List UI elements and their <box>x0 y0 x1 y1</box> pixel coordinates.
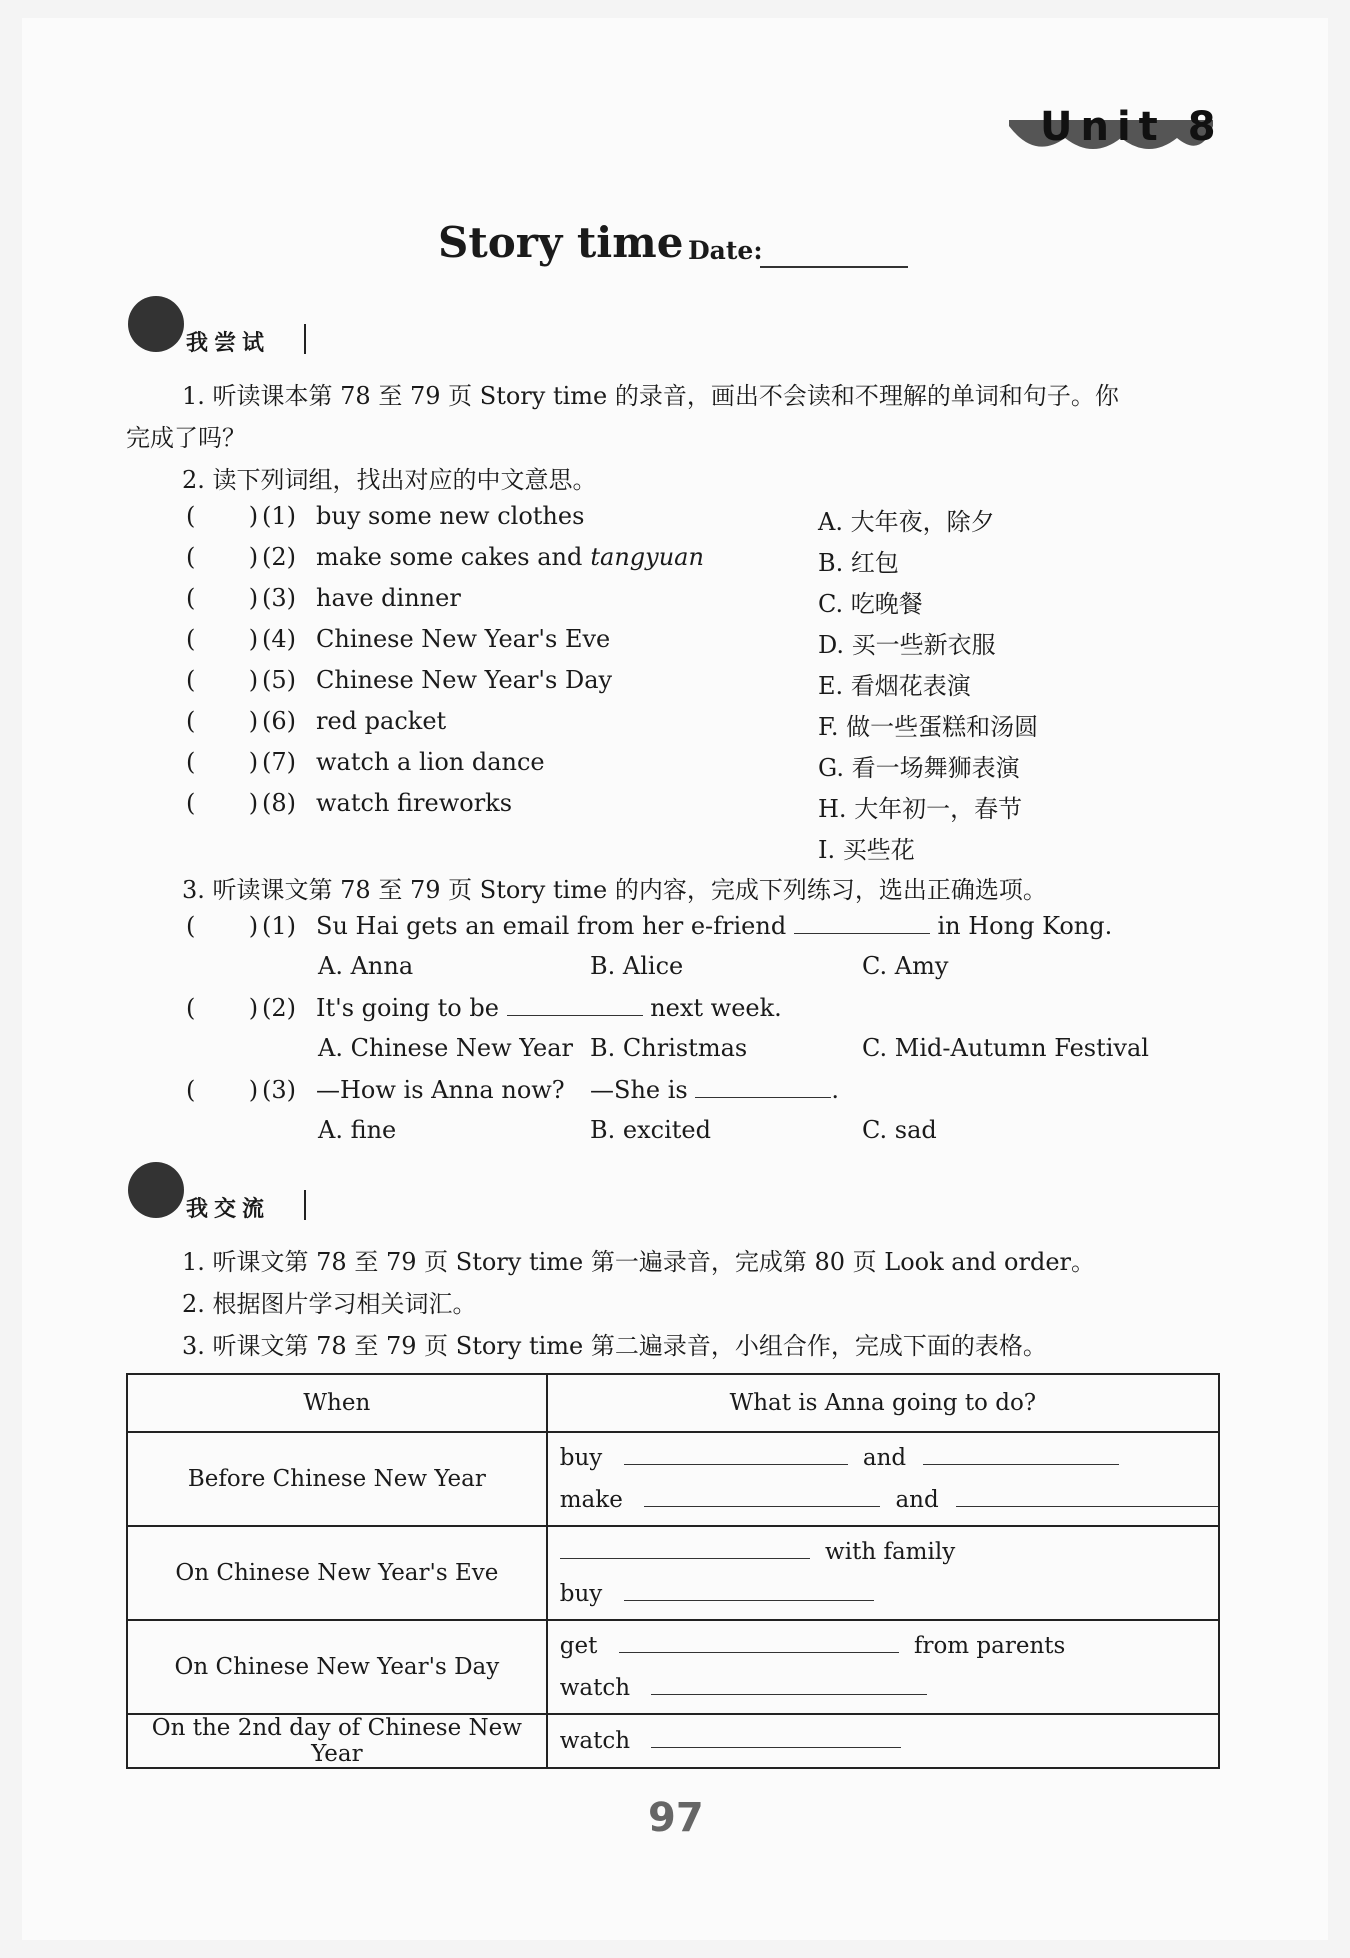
table-blank[interactable] <box>651 1694 927 1695</box>
phrase-text: red packet <box>316 707 447 735</box>
q3-blank-3[interactable] <box>695 1097 831 1098</box>
q3-bracket-3[interactable]: ( ) <box>186 1076 259 1104</box>
q3-option: B. Christmas <box>590 1034 748 1062</box>
answer-bracket[interactable]: ( ) <box>186 666 259 694</box>
date-label: Date: <box>688 236 763 265</box>
meaning-option: B. 红包 <box>818 549 899 577</box>
s2-item-2: 2. 根据图片学习相关词汇。 <box>182 1290 477 1318</box>
row-when: On Chinese New Year's Day <box>127 1620 547 1714</box>
table-blank[interactable] <box>560 1558 810 1559</box>
page-number: 97 <box>648 1795 704 1841</box>
unit-label: Unit 8 <box>1040 104 1224 150</box>
q3-option: A. Anna <box>318 952 414 980</box>
row-do: buy and make and <box>547 1432 1219 1526</box>
section-divider <box>304 324 306 354</box>
row-when: On Chinese New Year's Eve <box>127 1526 547 1620</box>
table-row <box>127 1432 1219 1526</box>
q3-answer-3: —She is . <box>590 1076 840 1104</box>
row-do: watch <box>547 1714 1219 1768</box>
q3-option: C. sad <box>862 1116 937 1144</box>
q1-line2: 完成了吗？ <box>126 424 246 452</box>
q3-title: 3. 听读课文第 78 至 79 页 Story time 的内容，完成下列练习，选出正确选项。 <box>182 876 1047 904</box>
s2-item-3: 3. 听课文第 78 至 79 页 Story time 第二遍录音，小组合作，完成下面的表格。 <box>182 1332 1047 1360</box>
phrase-text: Chinese New Year's Eve <box>316 625 611 653</box>
table-blank[interactable] <box>923 1464 1119 1465</box>
phrase-text: watch fireworks <box>316 789 513 817</box>
q3-blank-1[interactable] <box>794 933 930 934</box>
q3-num-3: (3) <box>262 1076 296 1104</box>
q3-text-2: It's going to be next week. <box>316 994 782 1022</box>
phrase-italic: tangyuan <box>590 543 704 571</box>
phrase-number: (5) <box>262 666 296 694</box>
table-row <box>127 1526 1219 1620</box>
q3-num-1: (1) <box>262 912 296 940</box>
meaning-option: F. 做一些蛋糕和汤圆 <box>818 713 1039 741</box>
q3-blank-2[interactable] <box>507 1015 643 1016</box>
phrase-number: (8) <box>262 789 296 817</box>
q1-line1: 1. 听读课本第 78 至 79 页 Story time 的录音，画出不会读和不理解的单词和句子。你 <box>182 382 1119 410</box>
table-blank[interactable] <box>619 1652 899 1653</box>
table-header-row <box>127 1374 1219 1432</box>
answer-bracket[interactable]: ( ) <box>186 625 259 653</box>
q3-option: A. Chinese New Year <box>318 1034 574 1062</box>
section-label-try: 我尝试 <box>186 331 271 356</box>
answer-bracket[interactable]: ( ) <box>186 789 259 817</box>
phrase-text: make some cakes and tangyuan <box>316 543 704 571</box>
phrase-text: have dinner <box>316 584 461 612</box>
table-blank[interactable] <box>651 1747 901 1748</box>
meaning-option: A. 大年夜，除夕 <box>818 508 995 536</box>
kids-icon <box>128 1162 184 1218</box>
header-do: What is Anna going to do? <box>547 1374 1219 1432</box>
meaning-option: I. 买些花 <box>818 836 915 864</box>
table-blank[interactable] <box>624 1600 874 1601</box>
q3-question-3: —How is Anna now? <box>316 1076 565 1104</box>
answer-bracket[interactable]: ( ) <box>186 707 259 735</box>
row-when: On the 2nd day of Chinese New Year <box>127 1714 547 1768</box>
meaning-option: G. 看一场舞狮表演 <box>818 754 1020 782</box>
table-blank[interactable] <box>956 1506 1218 1507</box>
plan-table <box>126 1373 1220 1769</box>
q3-option: B. Alice <box>590 952 684 980</box>
answer-bracket[interactable]: ( ) <box>186 584 259 612</box>
date-input-line[interactable] <box>760 266 908 268</box>
phrase-number: (1) <box>262 502 296 530</box>
meaning-option: C. 吃晚餐 <box>818 590 923 618</box>
meaning-option: E. 看烟花表演 <box>818 672 971 700</box>
q3-option: C. Amy <box>862 952 949 980</box>
row-do: get from parents watch <box>547 1620 1219 1714</box>
phrase-number: (7) <box>262 748 296 776</box>
table-blank[interactable] <box>624 1464 848 1465</box>
meaning-option: D. 买一些新衣服 <box>818 631 996 659</box>
phrase-number: (6) <box>262 707 296 735</box>
answer-bracket[interactable]: ( ) <box>186 748 259 776</box>
answer-bracket[interactable]: ( ) <box>186 543 259 571</box>
phrase-text: Chinese New Year's Day <box>316 666 613 694</box>
phrase-text: buy some new clothes <box>316 502 585 530</box>
q2-title: 2. 读下列词组，找出对应的中文意思。 <box>182 466 597 494</box>
q3-option: A. fine <box>318 1116 397 1144</box>
q3-option: B. excited <box>590 1116 711 1144</box>
table-blank[interactable] <box>644 1506 880 1507</box>
page-title: Story time <box>438 218 684 267</box>
table-row <box>127 1714 1219 1768</box>
q3-num-2: (2) <box>262 994 296 1022</box>
q3-text-1: Su Hai gets an email from her e-friend in Hong Kong. <box>316 912 1113 940</box>
q3-bracket-2[interactable]: ( ) <box>186 994 259 1022</box>
q3-option: C. Mid-Autumn Festival <box>862 1034 1149 1062</box>
q3-bracket-1[interactable]: ( ) <box>186 912 259 940</box>
s2-item-1: 1. 听课文第 78 至 79 页 Story time 第一遍录音，完成第 80 页 Look and order。 <box>182 1248 1096 1276</box>
row-do: with family buy <box>547 1526 1219 1620</box>
answer-bracket[interactable]: ( ) <box>186 502 259 530</box>
table-row <box>127 1620 1219 1714</box>
header-when: When <box>127 1374 547 1432</box>
section-label-communicate: 我交流 <box>186 1197 271 1222</box>
phrase-number: (2) <box>262 543 296 571</box>
row-when: Before Chinese New Year <box>127 1432 547 1526</box>
section-divider <box>304 1190 306 1220</box>
meaning-option: H. 大年初一，春节 <box>818 795 1023 823</box>
mascot-icon <box>128 296 184 352</box>
phrase-number: (3) <box>262 584 296 612</box>
phrase-number: (4) <box>262 625 296 653</box>
phrase-text: watch a lion dance <box>316 748 545 776</box>
